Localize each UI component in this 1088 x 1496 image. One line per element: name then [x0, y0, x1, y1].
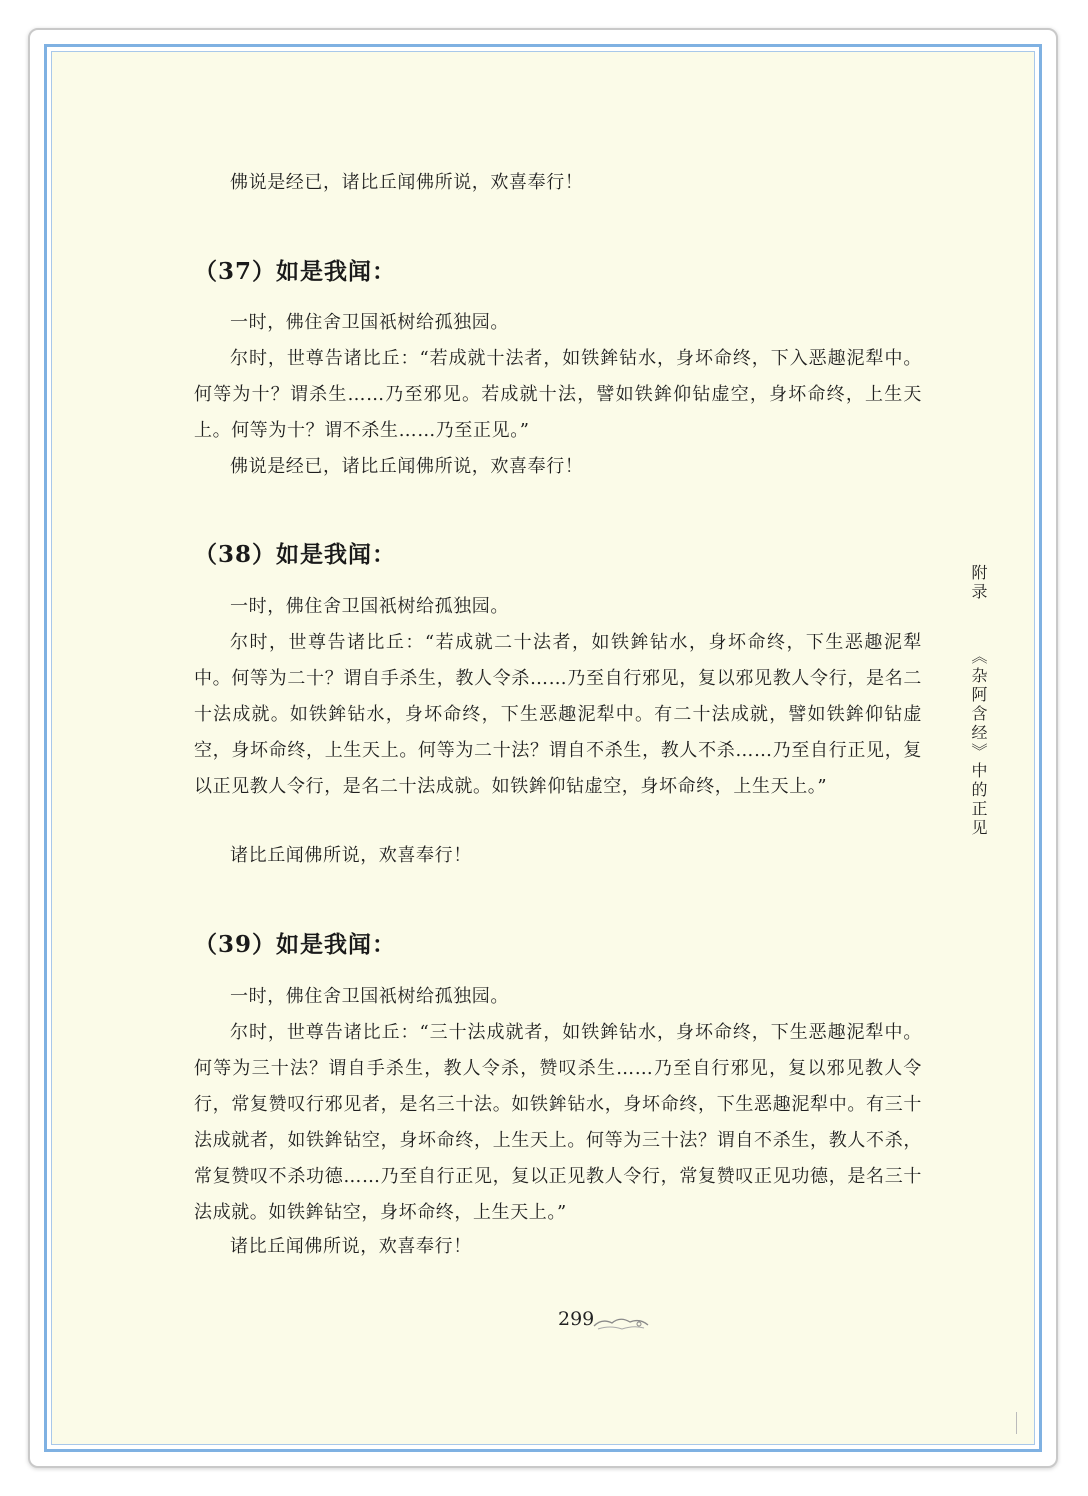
opening-line-38: 一时，佛住舍卫国祇树给孤独园。 — [230, 596, 509, 617]
heading-37: （37）如是我闻： — [194, 258, 397, 285]
closing-line-39: 诸比丘闻佛所说，欢喜奉行！ — [230, 1236, 472, 1257]
sutra-body-38: 尔时，世尊告诸比丘：“若成就二十法者，如铁鉾钻水，身坏命终，下生恶趣泥犁中。何等为二十？谓自手杀生，教人令杀……乃至自行邪见，复以邪见教人令行，是名二十法成就。如铁鉾钻水，身坏命终，下生恶趣泥犁中。有二十法成就，譬如铁鉾仰钻虚空，身坏命终，上生天上。何等为二十法？谓自不杀生，教人不杀……乃至自行正见，复以正见教人令行，是名二十法成就。如铁鉾仰钻虚空，身坏命终，上生天上。” — [194, 632, 922, 797]
cloud-ornament-icon — [592, 1314, 650, 1334]
closing-line-36: 佛说是经已，诸比丘闻佛所说，欢喜奉行！ — [230, 172, 584, 193]
book-page — [51, 51, 1035, 1445]
side-tab-title: 《杂阿含经》中的正见 — [969, 648, 988, 838]
sutra-body-39: 尔时，世尊告诸比丘：“三十法成就者，如铁鉾钻水，身坏命终，下生恶趣泥犁中。何等为三十法？谓自手杀生，教人令杀，赞叹杀生……乃至自行邪见，复以邪见教人令行，常复赞叹行邪见者，是名三十法。如铁鉾钻水，身坏命终，下生恶趣泥犁中。有三十法成就者，如铁鉾钻空，身坏命终，上生天上。何等为三十法？谓自不杀生，教人不杀，常复赞叹不杀功德……乃至自行正见，复以正见教人令行，常复赞叹正见功德，是名三十法成就。如铁鉾钻空，身坏命终，上生天上。” — [194, 1022, 922, 1223]
closing-line-37: 佛说是经已，诸比丘闻佛所说，欢喜奉行！ — [230, 456, 584, 477]
opening-line-39: 一时，佛住舍卫国祇树给孤独园。 — [230, 986, 509, 1007]
opening-line-37: 一时，佛住舍卫国祇树给孤独园。 — [230, 312, 509, 333]
side-tab-section: 附录 — [969, 564, 988, 602]
heading-39: （39）如是我闻： — [194, 931, 397, 958]
closing-line-38: 诸比丘闻佛所说，欢喜奉行！ — [230, 845, 472, 866]
sutra-body-37: 尔时，世尊告诸比丘：“若成就十法者，如铁鉾钻水，身坏命终，下入恶趣泥犁中。何等为十？谓杀生……乃至邪见。若成就十法，譬如铁鉾仰钻虚空，身坏命终，上生天上。何等为十？谓不杀生……乃至正见。” — [194, 348, 922, 441]
edge-mark — [1016, 1412, 1017, 1434]
page-number: 299 — [558, 1308, 595, 1330]
chapter-side-tab — [964, 564, 990, 838]
heading-38: （38）如是我闻： — [194, 541, 397, 568]
